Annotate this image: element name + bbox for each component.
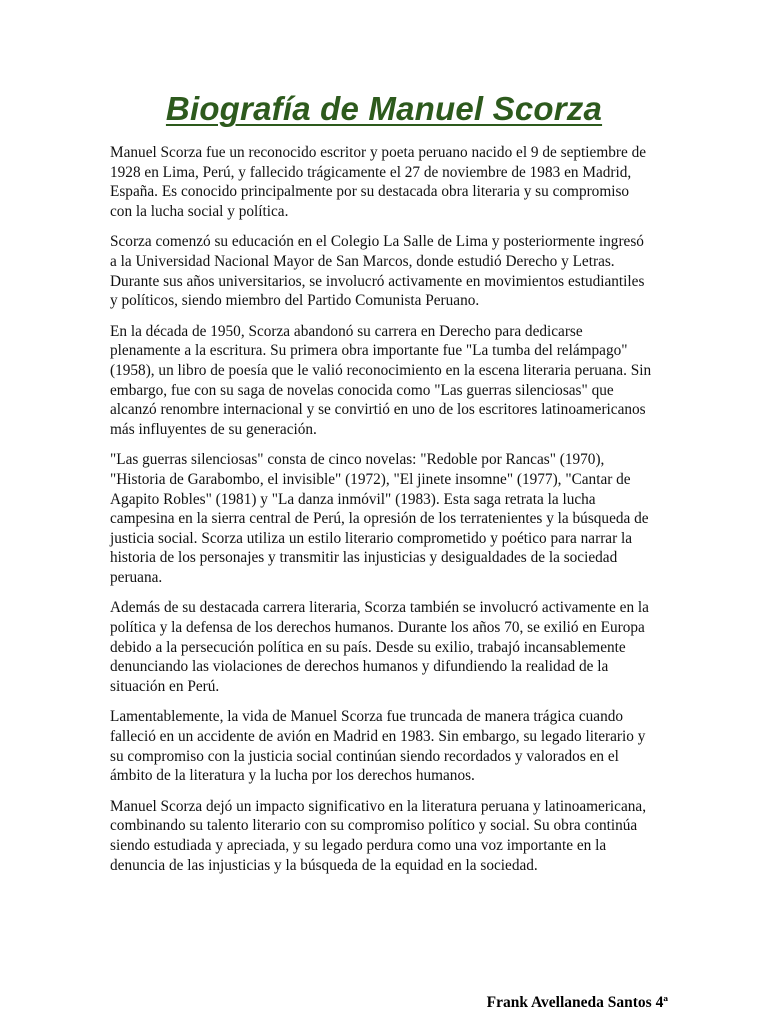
paragraph-education: Scorza comenzó su educación en el Colegio La Salle de Lima y posteriormente ingresó a la Universidad Nacional Mayor de San Marcos, donde estudió Derecho y Letras. Durante sus años universitarios, se involucró activamente en movimientos estudiantiles y políticos, siendo miembro del Partido Comunista Peruano. (110, 233, 645, 310)
paragraph-death-legacy: Lamentablemente, la vida de Manuel Scorza fue truncada de manera trágica cuando falleció en un accidente de avión en Madrid en 1983. Sin embargo, su legado literario y su compromiso con la justicia social continúan siendo recordados y valorados en el ámbito de la literatura y la lucha por los derechos humanos. (110, 708, 646, 785)
page-title: Biografía de Manuel Scorza (165, 90, 603, 127)
author-signature: Frank Avellaneda Santos 4ª (486, 994, 668, 1011)
document-body (110, 143, 654, 886)
paragraph-politics-exile: Además de su destacada carrera literaria, Scorza también se involucró activamente en la política y la defensa de los derechos humanos. Durante los años 70, se exilió en Europa debido a la persecución política en su país. Desde su exilio, trabajó incansablemente denunciando las violaciones de derechos humanos y difundiendo la realidad de la situación en Perú. (110, 599, 649, 695)
paragraph-birth-death: Manuel Scorza fue un reconocido escritor y poeta peruano nacido el 9 de septiembre de 1928 en Lima, Perú, y fallecido trágicamente el 27 de noviembre de 1983 en Madrid, España. Es conocido principalmente por su destacada obra literaria y su compromiso con la lucha social y política. (110, 144, 647, 220)
paragraph-saga: "Las guerras silenciosas" consta de cinco novelas: "Redoble por Rancas" (1970), "Historia de Garabombo, el invisible" (1972), "El jinete insomne" (1977), "Cantar de Agapito Robles" (1981) y "La danza inmóvil" (1983). Esta saga retrata la lucha campesina en la sierra central de Perú, la opresión de los terratenientes y la búsqueda de justicia social. Scorza utiliza un estilo literario comprometido y poético para narrar la historia de los personajes y transmitir las injusticias y desigualdades de la sociedad peruana. (110, 451, 649, 586)
paragraph-early-career: En la década de 1950, Scorza abandonó su carrera en Derecho para dedicarse plenamente a la escritura. Su primera obra importante fue "La tumba del relámpago" (1958), un libro de poesía que le valió reconocimiento en la escena literaria peruana. Sin embargo, fue con su saga de novelas conocida como "Las guerras silenciosas" que alcanzó renombre internacional y se convirtió en uno de los escritores latinoamericanos más influyentes de su generación. (110, 322, 652, 438)
paragraph-impact: Manuel Scorza dejó un impacto significativo en la literatura peruana y latinoamericana, combinando su talento literario con su compromiso político y social. Su obra continúa siendo estudiada y apreciada, y su legado perdura como una voz importante en la denuncia de las injusticias y la búsqueda de la equidad en la sociedad. (110, 797, 647, 874)
